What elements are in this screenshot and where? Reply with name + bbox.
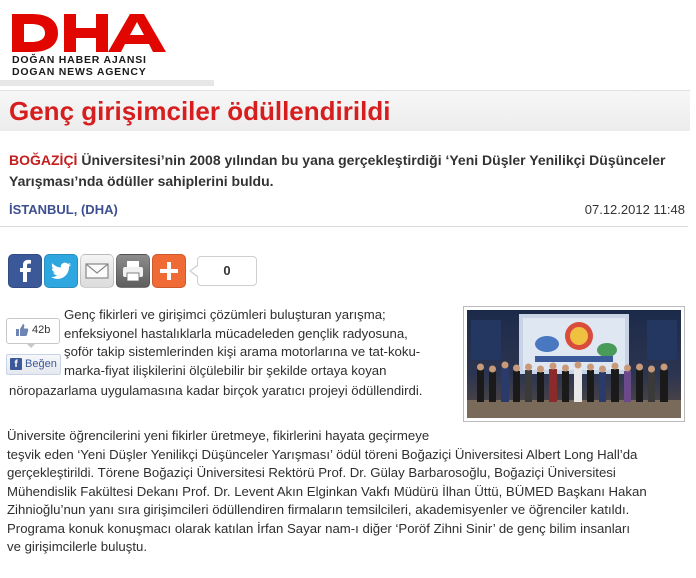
facebook-like-label: Beğen [25, 358, 57, 370]
dha-logo[interactable] [10, 12, 175, 82]
add-icon [153, 255, 185, 287]
share-add-button[interactable] [152, 254, 186, 288]
paragraph-1-line-2: enfeksiyonel hastalıklarla mücadeleden gençlik radyosuna, [64, 325, 408, 341]
paragraph-2-line-1: Üniversite öğrencilerini yeni fikirler üretmeye, fikirlerini hayata geçirmeye [7, 428, 430, 443]
facebook-like-box [6, 318, 60, 378]
title-bar [0, 90, 690, 131]
logo-subtitle-line2: DOGAN NEWS AGENCY [12, 66, 147, 78]
byline [0, 200, 688, 227]
share-counter: 0 [197, 256, 257, 286]
paragraph-1-line-5: nöropazarlama uygulamasına kadar birçok yaratıcı projeyi ödüllendirdi. [9, 383, 423, 398]
share-twitter-button[interactable] [44, 254, 78, 288]
paragraph-1-line-4: marka-fiyat ilişkilerini ölçülebilir bir şekilde ortaya koyan [64, 362, 387, 378]
paragraph-1-line-3: şoför takip sistemlerinden kişi arama motorlarına ve tat-koku- [64, 344, 421, 359]
share-counter-pointer-inner [191, 266, 198, 276]
article-spot [9, 150, 679, 192]
article-paragraph-1 [64, 306, 454, 380]
twitter-icon [45, 255, 77, 287]
article-paragraph-2 [7, 427, 692, 557]
share-print-button[interactable] [116, 254, 150, 288]
paragraph-2-line-7: ve girişimcilerle buluştu. [7, 539, 147, 554]
share-facebook-button[interactable] [8, 254, 42, 288]
paragraph-2-line-5: Zihnioğlu’nun yanı sıra girişimcileri ödüllendiren firmaların temsilcileri, akademisyenler ve öğrenciler katıldı. [7, 502, 630, 517]
facebook-like-button[interactable] [6, 354, 61, 375]
paragraph-2-line-4: Mühendislik Fakültesi Dekanı Prof. Dr. Levent Akın Elginkan Vakfı Müdürü İlhan Üttü, BÜMED Başkanı Hakan [7, 483, 647, 499]
email-icon [81, 255, 113, 287]
dateline-place: İSTANBUL, (DHA) [9, 202, 118, 217]
paragraph-2-line-6: Programa konuk konuşmacı olarak katılan İrfan Sayar nam-ı diğer ‘Poröf Zihni Sinir’ de genç bilim insanları [7, 520, 631, 536]
article-title: Genç girişimciler ödüllendirildi [9, 96, 391, 126]
facebook-icon [9, 255, 41, 287]
print-icon [117, 255, 149, 287]
paragraph-2-line-2: teşvik eden ‘Yeni Düşler Yenilikçi Düşünceler Yarışması’ ödül töreni Boğaziçi Üniversitesi Albert Long Hall’da [7, 446, 638, 462]
publish-date: 07.12.2012 11:48 [584, 202, 685, 217]
facebook-f-icon: f [10, 358, 22, 370]
article-photo[interactable] [463, 306, 685, 422]
logo-subtitle [12, 54, 147, 78]
logo-subtitle-line1: DOĞAN HABER AJANSI [12, 54, 147, 66]
spot-text: Üniversitesi’nin 2008 yılından bu yana gerçekleştirdiği ‘Yeni Düşler Yenilikçi Düşünceler Yarışması’nda ödüller sahiplerini buldu. [9, 152, 666, 189]
facebook-like-count [6, 318, 60, 344]
thumbs-up-icon [15, 323, 29, 337]
spot-location: BOĞAZİÇİ [9, 152, 78, 168]
logo-divider [0, 80, 214, 86]
paragraph-2-line-3: gerçekleştirildi. Törene Boğaziçi Üniversitesi Rektörü Prof. Dr. Gülay Barbarosoğlu, Boğaziçi Üniversitesi [7, 465, 616, 480]
share-email-button[interactable] [80, 254, 114, 288]
award-ceremony-photo [467, 310, 681, 418]
facebook-like-number: 42b [32, 324, 51, 336]
paragraph-1-line-1: Genç fikirleri ve girişimci çözümleri buluşturan yarışma; [64, 307, 386, 322]
article-paragraph-1-end [9, 382, 459, 401]
dha-logo-mark [10, 12, 175, 54]
facebook-count-pointer [26, 343, 36, 348]
